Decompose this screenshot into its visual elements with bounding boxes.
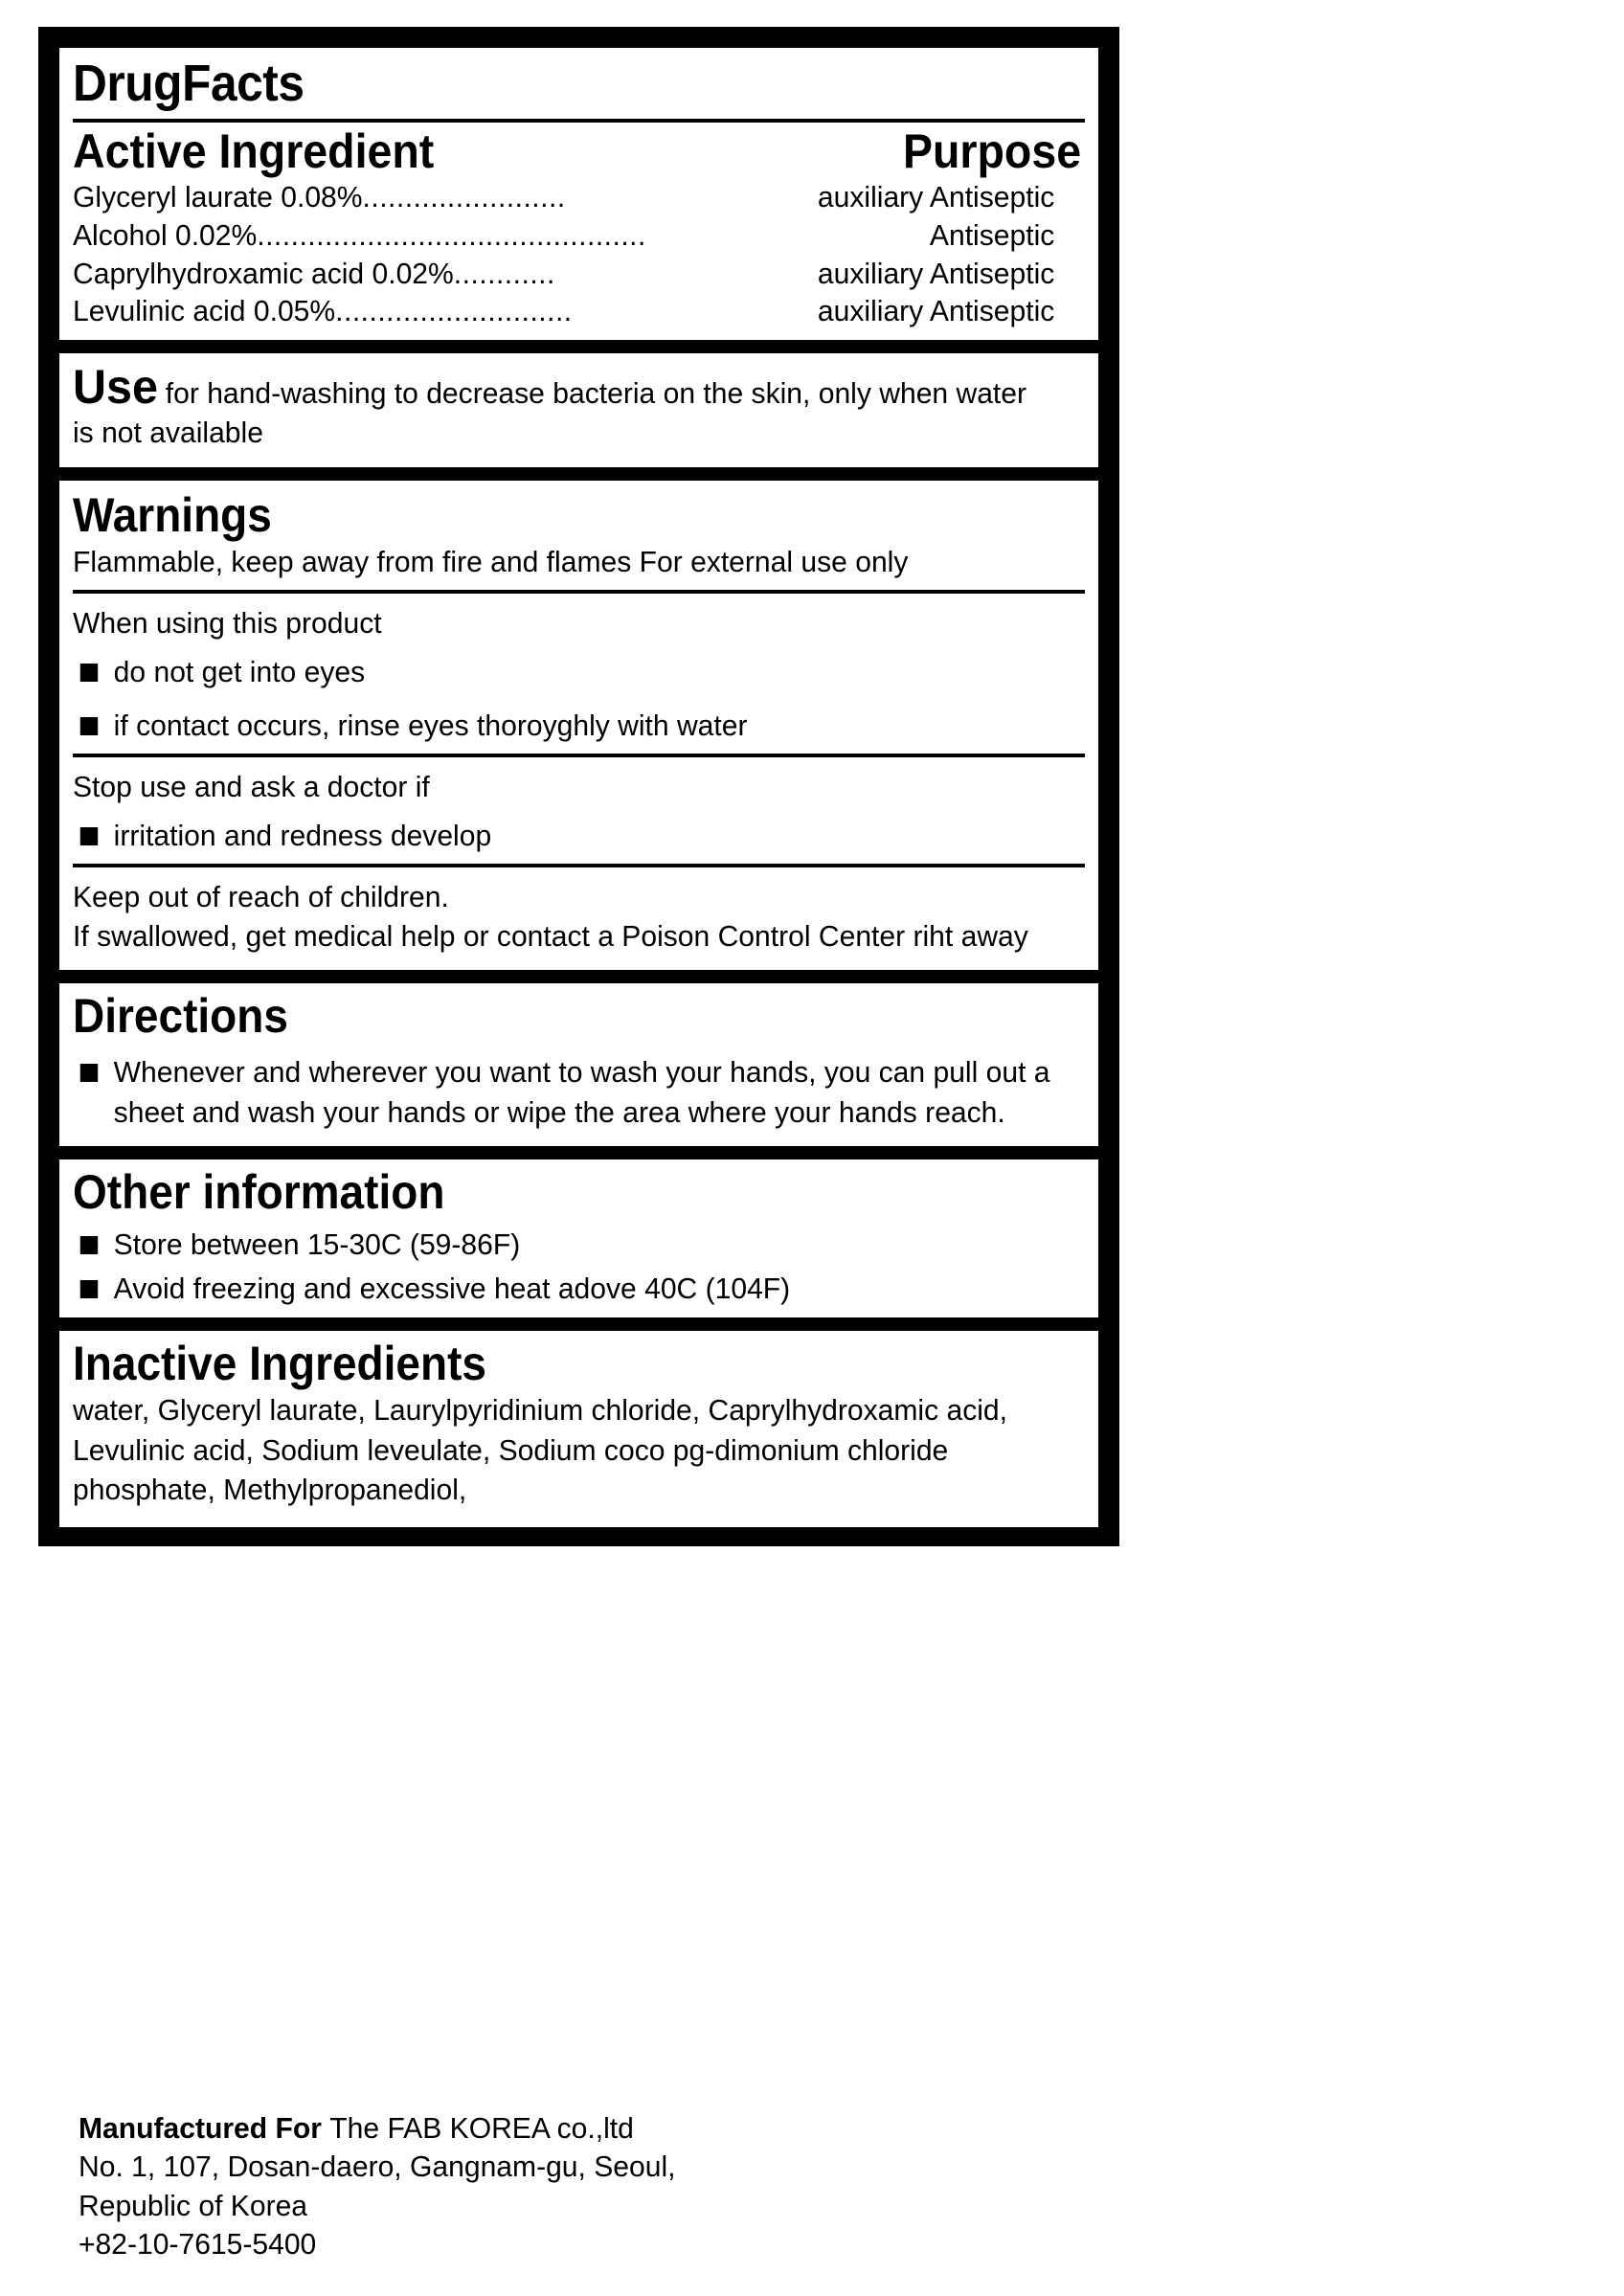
section-divider (59, 1146, 1098, 1159)
directions-list (73, 1052, 1085, 1133)
warnings-divider-1 (73, 590, 1085, 594)
stop-use-list (73, 816, 1085, 856)
list-item: Store between 15-30C (59-86F) (73, 1225, 1054, 1265)
manufacturer-address-line-2: Republic of Korea (79, 2188, 308, 2222)
list-item: irritation and redness develop (73, 816, 1054, 856)
drug-facts-box (38, 27, 1119, 1546)
keep-out-of-reach-text: If swallowed, get medical help or contact a Poison Control Center riht away (73, 919, 1028, 954)
table-row (73, 216, 1054, 255)
warnings-section (59, 481, 1098, 970)
manufactured-for-line (79, 2109, 1063, 2148)
purpose-column-header: Purpose (902, 124, 1081, 179)
manufacturer-company: The FAB KOREA co.,ltd (329, 2111, 634, 2145)
list-item: do not get into eyes (73, 652, 1054, 692)
ingredient-name: Levulinic acid 0.05% (73, 294, 336, 328)
table-row (73, 292, 1054, 330)
leader-dots: ............ (453, 256, 555, 290)
manufacturer-address-line-1: No. 1, 107, Dosan-daero, Gangnam-gu, Seoul, (79, 2150, 676, 2184)
list-item: if contact occurs, rinse eyes thoroyghly with water (73, 706, 1054, 746)
page-title: DrugFacts (73, 55, 304, 112)
manufacturer-phone: +82-10-7615-5400 (79, 2226, 317, 2261)
use-paragraph (73, 360, 1054, 452)
use-section (59, 353, 1098, 467)
when-using-list (73, 652, 1085, 746)
inactive-ingredients-text: water, Glyceryl laurate, Laurylpyridinium chloride, Caprylhydroxamic acid, Levulinic acid, Sodium leveulate, Sodium coco pg-dimonium chloride phosphate, Methylpropanediol, (73, 1393, 1007, 1507)
manufacturer-footer (79, 2109, 1094, 2263)
section-divider (59, 467, 1098, 481)
warnings-divider-2 (73, 754, 1085, 757)
title-divider (73, 119, 1085, 123)
ingredient-purpose: auxiliary Antiseptic (817, 294, 1055, 328)
ingredient-name: Glyceryl laurate 0.08% (73, 180, 363, 214)
leader-dots: ........................ (362, 180, 566, 214)
section-divider (59, 340, 1098, 353)
list-item: Whenever and wherever you want to wash your hands, you can pull out a sheet and wash your hands or wipe the area where your hands reach. (73, 1052, 1054, 1133)
ingredient-purpose: auxiliary Antiseptic (817, 256, 1055, 290)
active-ingredient-header-row (73, 124, 1085, 178)
table-row (73, 255, 1054, 293)
use-heading: Use (73, 360, 158, 414)
ingredient-name: Caprylhydroxamic acid 0.02% (73, 256, 454, 290)
warnings-heading: Warnings (73, 488, 272, 543)
warnings-intro-text: Flammable, keep away from fire and flames For external use only (73, 545, 909, 579)
leader-dots: ............................ (335, 294, 573, 328)
active-ingredients-section (59, 48, 1098, 340)
inactive-ingredients-heading: Inactive Ingredients (73, 1337, 487, 1391)
leader-dots: .............................................. (257, 217, 646, 252)
ingredient-purpose: Antiseptic (929, 217, 1055, 252)
list-item: Avoid freezing and excessive heat adove 40C (104F) (73, 1269, 1054, 1309)
active-ingredient-column-header: Active Ingredient (73, 124, 435, 179)
section-divider (59, 970, 1098, 983)
stop-use-heading: Stop use and ask a doctor if (73, 769, 430, 803)
table-row (73, 178, 1054, 216)
other-information-list (73, 1225, 1085, 1309)
section-divider (59, 1317, 1098, 1331)
other-information-section (59, 1159, 1098, 1318)
other-information-heading: Other information (73, 1164, 445, 1219)
ingredient-name: Alcohol 0.02% (73, 217, 258, 252)
warnings-divider-3 (73, 864, 1085, 867)
directions-heading: Directions (73, 989, 288, 1043)
use-text: for hand-washing to decrease bacteria on the skin, only when water is not available (73, 376, 1027, 450)
inactive-ingredients-section (59, 1331, 1098, 1527)
when-using-heading: When using this product (73, 605, 382, 640)
manufactured-for-label: Manufactured For (79, 2111, 330, 2145)
directions-section (59, 983, 1098, 1146)
ingredient-purpose: auxiliary Antiseptic (817, 180, 1055, 214)
keep-out-of-reach-heading: Keep out of reach of children. (73, 879, 449, 913)
